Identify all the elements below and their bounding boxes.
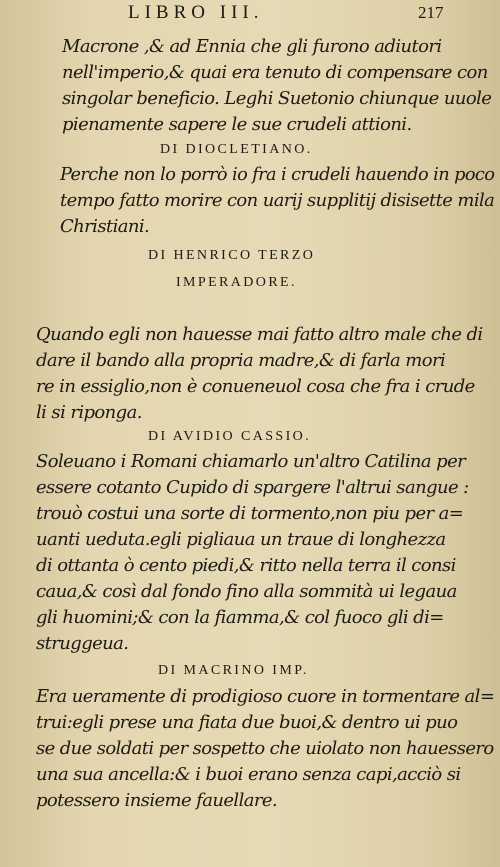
- running-head: [0, 2, 500, 26]
- text-line: Macrone ,& ad Ennia che gli furono adiutori: [62, 36, 442, 57]
- text-line: gli huomini;& con la fiamma,& col fuoco gli di=: [36, 607, 444, 628]
- text-line: uanti ueduta.egli pigliaua un traue di longhezza: [36, 529, 446, 550]
- text-line: tempo fatto morire con uarij supplitij disisette mila: [60, 190, 495, 211]
- section-heading: DI DIOCLETIANO.: [160, 142, 313, 157]
- section-heading-continuation: IMPERADORE.: [176, 275, 297, 290]
- text-line: trui:egli prese una fiata due buoi,& dentro ui puo: [36, 712, 458, 733]
- text-line: Christiani.: [60, 216, 150, 237]
- text-line: Era ueramente di prodigioso cuore in tormentare al=: [36, 686, 495, 707]
- text-line: singolar beneficio. Leghi Suetonio chiunque uuole: [62, 88, 492, 109]
- text-line: caua,& così dal fondo fino alla sommità ui legaua: [36, 581, 457, 602]
- text-line: Soleuano i Romani chiamarlo un'altro Catilina per: [36, 451, 466, 472]
- text-line: se due soldati per sospetto che uiolato non hauessero: [36, 738, 494, 759]
- text-line: essere cotanto Cupido di spargere l'altrui sangue :: [36, 477, 469, 498]
- text-line: struggeua.: [36, 633, 129, 654]
- text-line: Perche non lo porrò io fra i crudeli hauendo in poco: [60, 164, 495, 185]
- section-heading: DI AVIDIO CASSIO.: [148, 429, 312, 444]
- page-number: 217: [418, 3, 444, 22]
- text-line: nell'imperio,& quai era tenuto di compensare con: [62, 62, 488, 83]
- text-line: trouò costui una sorte di tormento,non piu per a=: [36, 503, 464, 524]
- section-heading: DI HENRICO TERZO: [148, 248, 316, 263]
- text-line: dare il bando alla propria madre,& di farla mori: [36, 350, 446, 371]
- section-heading: DI MACRINO IMP.: [158, 663, 309, 678]
- text-line: li si riponga.: [36, 402, 142, 423]
- text-line: di ottanta ò cento piedi,& ritto nella terra il consi: [36, 555, 456, 576]
- text-line: re in essiglio,non è conueneuol cosa che fra i crude: [36, 376, 475, 397]
- text-line: potessero insieme fauellare.: [36, 790, 278, 811]
- text-line: una sua ancella:& i buoi erano senza capi,acciò si: [36, 764, 461, 785]
- text-line: Quando egli non hauesse mai fatto altro male che di: [36, 324, 483, 345]
- text-line: pienamente sapere le sue crudeli attioni.: [62, 114, 412, 135]
- running-head-title: LIBRO III.: [128, 2, 264, 23]
